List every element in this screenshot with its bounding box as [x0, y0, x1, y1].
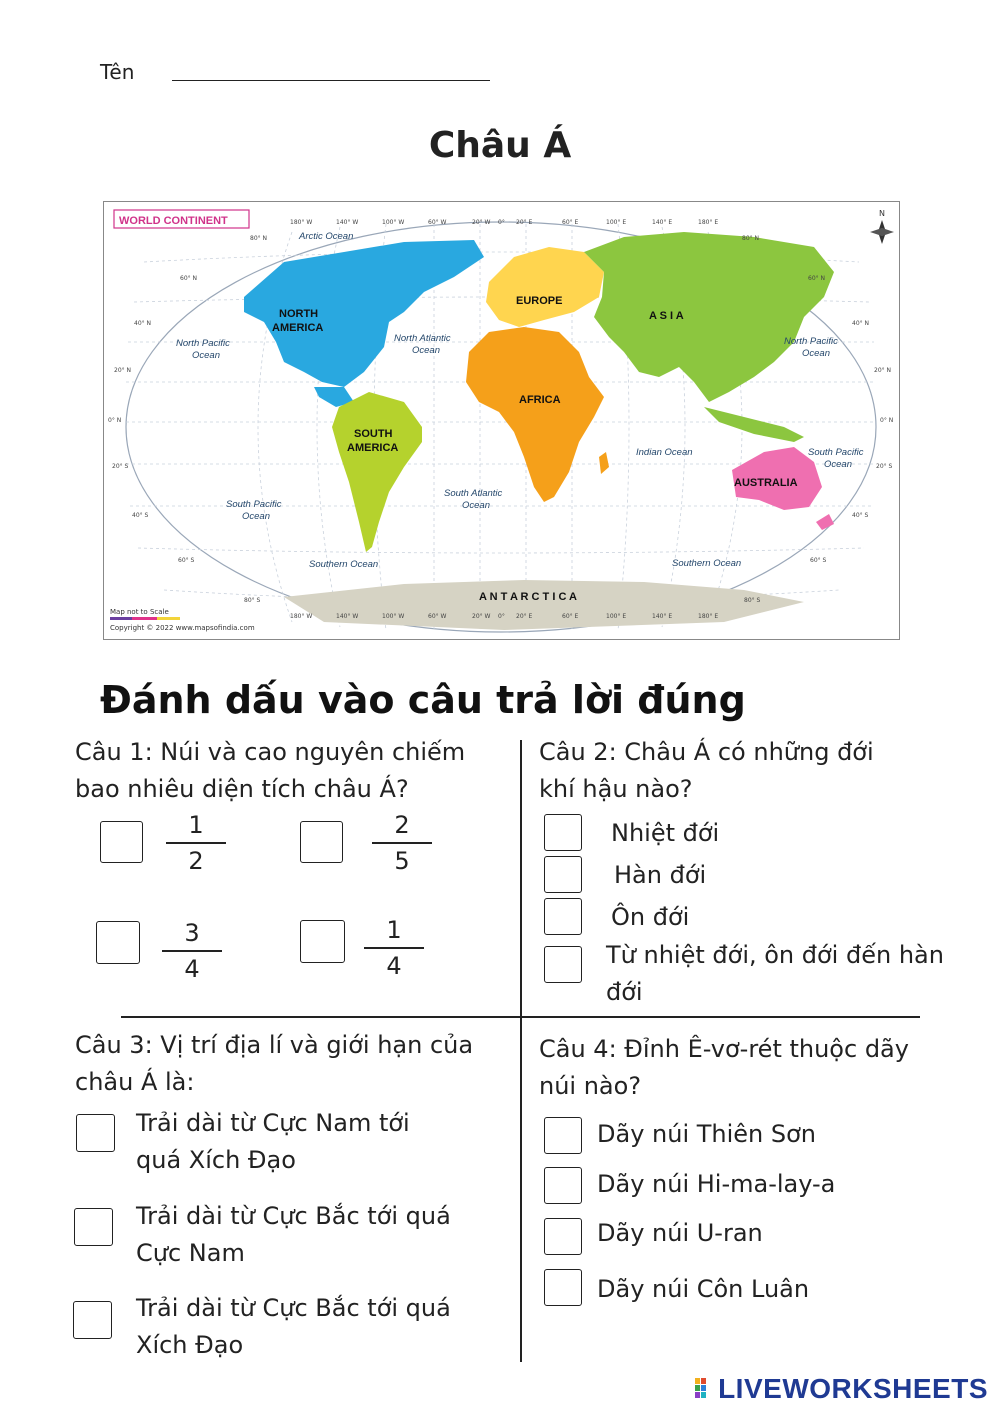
- q4-option-2-checkbox[interactable]: [544, 1167, 582, 1204]
- svg-text:60° E: 60° E: [562, 219, 579, 226]
- world-map-svg: [104, 202, 899, 639]
- q2-option-3-checkbox[interactable]: [544, 898, 582, 935]
- svg-text:0°: 0°: [498, 613, 505, 620]
- vertical-divider: [520, 740, 522, 1362]
- svg-text:80° N: 80° N: [250, 235, 268, 242]
- q3-option-1-checkbox[interactable]: [76, 1114, 115, 1152]
- svg-text:Southern Ocean: Southern Ocean: [309, 559, 379, 570]
- svg-text:South Pacific: South Pacific: [808, 447, 864, 458]
- svg-text:Ocean: Ocean: [242, 511, 270, 522]
- svg-text:40° N: 40° N: [852, 320, 870, 327]
- q1-option-3-checkbox[interactable]: [96, 921, 140, 964]
- svg-text:Ocean: Ocean: [192, 350, 220, 361]
- q2-option-4-label-line1: Từ nhiệt đới, ôn đới đến hàn: [606, 941, 944, 969]
- svg-text:60° W: 60° W: [428, 613, 447, 620]
- liveworksheets-logo: [695, 1373, 988, 1405]
- svg-text:South Atlantic: South Atlantic: [444, 488, 503, 499]
- q3-option-3-checkbox[interactable]: [73, 1301, 112, 1339]
- svg-text:60° W: 60° W: [428, 219, 447, 226]
- map-legend-title: WORLD CONTINENT: [119, 215, 228, 227]
- svg-text:40° N: 40° N: [134, 320, 152, 327]
- svg-text:Southern Ocean: Southern Ocean: [672, 558, 742, 569]
- svg-text:South Pacific: South Pacific: [226, 499, 282, 510]
- name-input-line[interactable]: [172, 80, 490, 81]
- svg-text:100° W: 100° W: [382, 613, 405, 620]
- svg-text:AMERICA: AMERICA: [347, 442, 399, 454]
- svg-text:20° N: 20° N: [874, 367, 892, 374]
- q1-option-1-checkbox[interactable]: [100, 821, 143, 863]
- page-title: Châu Á: [428, 125, 572, 166]
- svg-text:Ocean: Ocean: [412, 345, 440, 356]
- svg-text:20° E: 20° E: [516, 219, 533, 226]
- svg-text:140° E: 140° E: [652, 613, 673, 620]
- svg-text:140° W: 140° W: [336, 613, 359, 620]
- svg-text:20° N: 20° N: [114, 367, 132, 374]
- horizontal-divider: [121, 1016, 920, 1018]
- liveworksheets-icon: [695, 1375, 715, 1397]
- q2-text-line1: Câu 2: Châu Á có những đới: [539, 738, 874, 766]
- svg-text:140° W: 140° W: [336, 219, 359, 226]
- svg-text:0°: 0°: [498, 219, 505, 226]
- svg-text:A N T A R C T I C A: A N T A R C T I C A: [479, 591, 577, 603]
- q2-option-3-label: Ôn đới: [611, 903, 690, 931]
- svg-text:180° E: 180° E: [698, 219, 719, 226]
- q3-text-line1: Câu 3: Vị trí địa lí và giới hạn của: [75, 1031, 474, 1059]
- svg-text:North Pacific: North Pacific: [176, 338, 230, 349]
- svg-text:AMERICA: AMERICA: [272, 322, 324, 334]
- q3-option-3-label-line1: Trải dài từ Cực Bắc tới quá: [136, 1294, 451, 1322]
- svg-text:40° S: 40° S: [132, 512, 149, 519]
- scale-note: Map not to Scale: [110, 608, 169, 616]
- q4-option-1-label: Dãy núi Thiên Sơn: [597, 1120, 817, 1148]
- svg-text:80° S: 80° S: [744, 597, 761, 604]
- svg-text:Ocean: Ocean: [802, 348, 830, 359]
- q2-option-4-checkbox[interactable]: [544, 946, 582, 983]
- svg-text:0° N: 0° N: [880, 417, 894, 424]
- q2-text-line2: khí hậu nào?: [539, 775, 693, 803]
- q2-option-1-checkbox[interactable]: [544, 814, 582, 851]
- q4-option-2-label: Dãy núi Hi-ma-lay-a: [597, 1170, 836, 1198]
- q1-option-4-fraction: 1 4: [364, 915, 424, 981]
- brand-text: LIVEWORKSHEETS: [718, 1373, 988, 1404]
- q1-text-line2: bao nhiêu diện tích châu Á?: [75, 775, 409, 803]
- q1-option-1-fraction: 1 2: [166, 810, 226, 876]
- svg-text:20° W: 20° W: [472, 219, 491, 226]
- svg-text:140° E: 140° E: [652, 219, 673, 226]
- q4-option-3-checkbox[interactable]: [544, 1218, 582, 1255]
- svg-text:AFRICA: AFRICA: [519, 394, 561, 406]
- svg-text:A S I A: A S I A: [649, 310, 684, 322]
- svg-text:Arctic Ocean: Arctic Ocean: [299, 231, 354, 242]
- svg-text:60° N: 60° N: [808, 275, 826, 282]
- svg-text:20° E: 20° E: [516, 613, 533, 620]
- q2-option-2-label: Hàn đới: [614, 861, 707, 889]
- svg-text:180° W: 180° W: [290, 219, 313, 226]
- q4-option-4-checkbox[interactable]: [544, 1269, 582, 1306]
- svg-text:60° S: 60° S: [810, 557, 827, 564]
- q4-option-3-label: Dãy núi U-ran: [597, 1219, 763, 1247]
- svg-text:N: N: [879, 209, 885, 218]
- q4-text-line2: núi nào?: [539, 1072, 642, 1100]
- q3-option-2-checkbox[interactable]: [74, 1208, 113, 1246]
- q3-option-3-label-line2: Xích Đạo: [136, 1331, 244, 1359]
- q3-text-line2: châu Á là:: [75, 1068, 195, 1096]
- svg-text:100° W: 100° W: [382, 219, 405, 226]
- q1-option-2-fraction: 2 5: [372, 810, 432, 876]
- svg-text:80° N: 80° N: [742, 235, 760, 242]
- svg-text:20° S: 20° S: [112, 463, 129, 470]
- svg-text:Indian Ocean: Indian Ocean: [636, 447, 693, 458]
- compass-icon: [870, 209, 894, 244]
- svg-text:100° E: 100° E: [606, 613, 627, 620]
- q1-option-2-checkbox[interactable]: [300, 821, 343, 863]
- q4-option-1-checkbox[interactable]: [544, 1117, 582, 1154]
- svg-text:SOUTH: SOUTH: [354, 428, 393, 440]
- q4-option-4-label: Dãy núi Côn Luân: [597, 1275, 810, 1303]
- svg-text:60° E: 60° E: [562, 613, 579, 620]
- svg-text:AUSTRALIA: AUSTRALIA: [734, 477, 798, 489]
- svg-text:North Atlantic: North Atlantic: [394, 333, 451, 344]
- q2-option-1-label: Nhiệt đới: [611, 819, 720, 847]
- q1-option-4-checkbox[interactable]: [300, 920, 345, 963]
- name-label: Tên: [100, 60, 135, 84]
- q2-option-2-checkbox[interactable]: [544, 856, 582, 893]
- svg-text:60° N: 60° N: [180, 275, 198, 282]
- svg-text:40° S: 40° S: [852, 512, 869, 519]
- q1-text-line1: Câu 1: Núi và cao nguyên chiếm: [75, 738, 466, 766]
- q2-option-4-label-line2: đới: [606, 978, 643, 1006]
- q3-option-1-label-line2: quá Xích Đạo: [136, 1146, 296, 1174]
- svg-text:NORTH: NORTH: [279, 308, 319, 320]
- svg-text:North Pacific: North Pacific: [784, 336, 838, 347]
- svg-text:180° W: 180° W: [290, 613, 313, 620]
- q3-option-1-label-line1: Trải dài từ Cực Nam tới: [136, 1109, 410, 1137]
- q3-option-2-label-line1: Trải dài từ Cực Bắc tới quá: [136, 1202, 451, 1230]
- svg-text:20° S: 20° S: [876, 463, 893, 470]
- svg-text:60° S: 60° S: [178, 557, 195, 564]
- svg-text:Ocean: Ocean: [462, 500, 490, 511]
- q1-option-3-fraction: 3 4: [162, 918, 222, 984]
- svg-text:100° E: 100° E: [606, 219, 627, 226]
- q4-text-line1: Câu 4: Đỉnh Ê-vơ-rét thuộc dãy: [539, 1035, 909, 1063]
- svg-text:Ocean: Ocean: [824, 459, 852, 470]
- svg-text:180° E: 180° E: [698, 613, 719, 620]
- instruction-heading: Đánh dấu vào câu trả lời đúng: [100, 678, 746, 722]
- map-copyright: Copyright © 2022 www.mapsofindia.com: [110, 624, 255, 632]
- svg-text:80° S: 80° S: [244, 597, 261, 604]
- svg-text:EUROPE: EUROPE: [516, 295, 563, 307]
- q3-option-2-label-line2: Cực Nam: [136, 1239, 245, 1267]
- svg-text:20° W: 20° W: [472, 613, 491, 620]
- world-map: [103, 201, 900, 640]
- svg-text:0° N: 0° N: [108, 417, 122, 424]
